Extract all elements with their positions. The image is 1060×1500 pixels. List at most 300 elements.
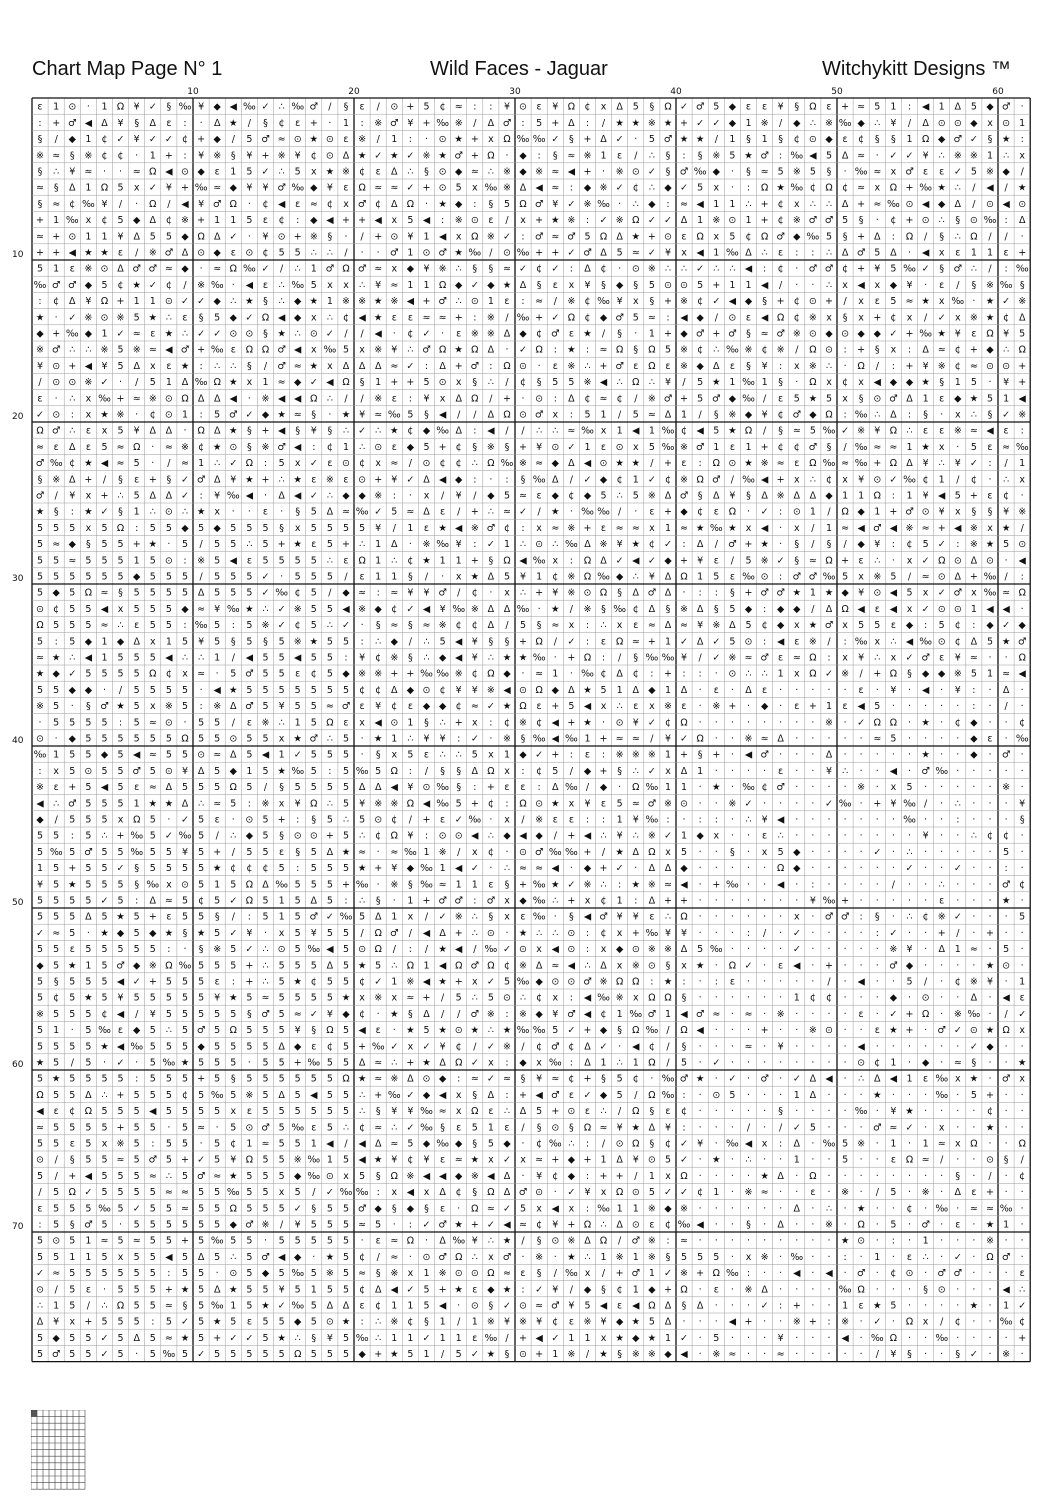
svg-text:◀: ◀ [165, 167, 173, 178]
svg-text:※: ※ [825, 1220, 833, 1231]
svg-text:5: 5 [182, 750, 188, 761]
svg-text:x: x [601, 426, 607, 437]
svg-text:·: · [731, 1203, 734, 1214]
svg-text:≈: ≈ [358, 1220, 366, 1231]
svg-text:5: 5 [214, 766, 220, 777]
svg-text:∴: ∴ [1019, 1284, 1025, 1295]
svg-text:·: · [956, 831, 959, 842]
svg-text:¥: ¥ [633, 815, 639, 826]
svg-text:◀: ◀ [326, 1139, 334, 1150]
svg-text:ɛ: ɛ [343, 134, 348, 145]
svg-text:5: 5 [311, 620, 317, 631]
svg-text:·: · [715, 912, 718, 923]
svg-text:∴: ∴ [955, 798, 961, 809]
svg-text:≈: ≈ [680, 199, 688, 210]
svg-text:Ω: Ω [149, 199, 156, 210]
svg-text:+: + [439, 442, 447, 453]
svg-text:ɛ: ɛ [134, 782, 139, 793]
svg-text:·: · [956, 766, 959, 777]
svg-text:+: + [567, 717, 575, 728]
svg-text:Ω: Ω [85, 588, 92, 599]
svg-text:/: / [55, 134, 59, 145]
svg-text:★: ★ [310, 296, 319, 307]
svg-text::: : [908, 102, 911, 113]
svg-text:·: · [811, 1058, 814, 1069]
svg-text:5: 5 [681, 1058, 687, 1069]
svg-text:§: § [859, 215, 864, 226]
svg-text:¥: ¥ [955, 685, 961, 696]
svg-text:x: x [569, 798, 575, 809]
svg-text:★: ★ [615, 847, 624, 858]
svg-text:◀: ◀ [857, 977, 865, 988]
svg-text:5: 5 [101, 879, 107, 890]
svg-text:★: ★ [342, 847, 351, 858]
svg-text:♂: ♂ [1002, 1074, 1011, 1085]
svg-text:¥: ¥ [198, 102, 204, 113]
svg-text:/: / [183, 280, 187, 291]
svg-text:·: · [747, 1090, 750, 1101]
svg-text:ɛ: ɛ [520, 782, 525, 793]
svg-text:≈: ≈ [632, 798, 640, 809]
svg-text:¥: ¥ [375, 280, 381, 291]
svg-text:ɛ: ɛ [762, 685, 767, 696]
svg-text:x: x [794, 361, 800, 372]
svg-text:/: / [634, 393, 638, 404]
svg-text:◆: ◆ [568, 1155, 576, 1166]
svg-text:⊙: ⊙ [36, 734, 44, 745]
svg-text:·: · [876, 1220, 879, 1231]
svg-text:5: 5 [246, 1268, 252, 1279]
svg-text:※: ※ [632, 750, 640, 761]
svg-text:ɛ: ɛ [456, 1122, 461, 1133]
svg-text:※: ※ [664, 701, 672, 712]
svg-text:✓: ✓ [117, 863, 125, 874]
svg-text:◆: ◆ [423, 1139, 431, 1150]
svg-text:ɛ: ɛ [987, 491, 992, 502]
svg-text:◀: ◀ [696, 248, 704, 259]
svg-text:+: + [535, 248, 543, 259]
svg-text:§: § [231, 150, 236, 161]
svg-text:ɛ: ɛ [263, 215, 268, 226]
svg-text:¥: ¥ [762, 410, 768, 421]
svg-text:※: ※ [471, 329, 479, 340]
svg-text:✓: ✓ [487, 977, 495, 988]
svg-text:∴: ∴ [262, 960, 268, 971]
svg-text:◀: ◀ [584, 993, 592, 1004]
svg-text:ɛ: ɛ [987, 442, 992, 453]
svg-text:¢: ¢ [762, 345, 768, 356]
svg-text:♂: ♂ [390, 248, 399, 259]
svg-text:≈: ≈ [535, 458, 543, 469]
svg-text:‰: ‰ [227, 1187, 240, 1198]
svg-text:5: 5 [246, 685, 252, 696]
svg-text:1: 1 [794, 993, 800, 1004]
svg-text:≈: ≈ [600, 1122, 608, 1133]
svg-text:◀: ◀ [552, 944, 560, 955]
svg-text:·: · [860, 1155, 863, 1166]
svg-text:◀: ◀ [857, 604, 865, 615]
svg-text:⊙: ⊙ [632, 944, 640, 955]
svg-text:◆: ◆ [197, 167, 205, 178]
svg-text:‰: ‰ [372, 1041, 385, 1052]
svg-text:ɛ: ɛ [955, 1220, 960, 1231]
svg-text:·: · [779, 685, 782, 696]
svg-text:+: + [777, 296, 785, 307]
svg-text:x: x [536, 1058, 542, 1069]
svg-text:≈: ≈ [36, 442, 44, 453]
svg-text::: : [473, 199, 476, 210]
svg-text:+: + [680, 896, 688, 907]
svg-text:‰: ‰ [50, 458, 63, 469]
svg-text::: : [956, 815, 959, 826]
svg-text:♂: ♂ [358, 264, 367, 275]
svg-text:≈: ≈ [149, 1171, 157, 1182]
svg-text:ɛ: ɛ [86, 426, 91, 437]
svg-text:✓: ✓ [374, 977, 382, 988]
svg-text:·: · [844, 928, 847, 939]
svg-text:⊙: ⊙ [326, 134, 334, 145]
svg-text:ɛ: ɛ [1020, 1268, 1025, 1279]
svg-text:※: ※ [84, 377, 92, 388]
svg-text:·: · [779, 539, 782, 550]
svg-text:Δ: Δ [697, 1301, 704, 1312]
svg-text:Ω: Ω [149, 167, 156, 178]
svg-text:★: ★ [358, 1074, 367, 1085]
svg-text:·: · [763, 1333, 766, 1344]
svg-text:♂: ♂ [52, 1349, 61, 1360]
svg-text:✓: ✓ [567, 1187, 575, 1198]
svg-text:⊙: ⊙ [632, 1220, 640, 1231]
svg-text:⊙: ⊙ [439, 183, 447, 194]
svg-text::: : [779, 150, 782, 161]
svg-text:◆: ◆ [616, 1317, 624, 1328]
svg-text:◆: ◆ [648, 685, 656, 696]
svg-text:·: · [489, 863, 492, 874]
svg-text:x: x [456, 572, 462, 583]
svg-text::: : [586, 1203, 589, 1214]
svg-text:※: ※ [745, 734, 753, 745]
svg-text:◀: ◀ [938, 491, 946, 502]
svg-text:1: 1 [729, 199, 735, 210]
svg-text:◀: ◀ [101, 782, 109, 793]
svg-text:5: 5 [134, 1187, 140, 1198]
svg-text:¢: ¢ [53, 993, 59, 1004]
svg-text:≈: ≈ [535, 1301, 543, 1312]
svg-text:∴: ∴ [214, 361, 220, 372]
svg-text:Ω: Ω [616, 977, 623, 988]
page-title: Chart Map Page N° 1 [32, 58, 222, 81]
svg-text:·: · [747, 977, 750, 988]
svg-text:5: 5 [343, 1220, 349, 1231]
svg-text:5: 5 [327, 928, 333, 939]
svg-text::: : [682, 1090, 685, 1101]
svg-text:⊙: ⊙ [101, 264, 109, 275]
svg-text:✓: ✓ [358, 426, 366, 437]
svg-text:/: / [377, 134, 381, 145]
svg-text:1: 1 [874, 507, 880, 518]
svg-text:※: ※ [712, 215, 720, 226]
svg-text:/: / [360, 393, 364, 404]
svg-text:※: ※ [857, 426, 865, 437]
svg-text:¢: ¢ [649, 1041, 655, 1052]
svg-text:·: · [844, 750, 847, 761]
svg-text:◀: ◀ [439, 1171, 447, 1182]
svg-text:5: 5 [311, 717, 317, 728]
svg-text:ɛ: ɛ [730, 977, 735, 988]
svg-text:5: 5 [69, 1333, 75, 1344]
svg-text:5: 5 [166, 685, 172, 696]
svg-text:·: · [860, 993, 863, 1004]
svg-text:·: · [860, 879, 863, 890]
svg-text:·: · [892, 863, 895, 874]
svg-text:1: 1 [53, 750, 59, 761]
svg-text:¢: ¢ [955, 977, 961, 988]
svg-text:5: 5 [150, 377, 156, 388]
svg-text:¢: ¢ [407, 426, 413, 437]
svg-text:♂: ♂ [696, 1009, 705, 1020]
svg-text:1: 1 [923, 1236, 929, 1247]
svg-text:5: 5 [504, 572, 510, 583]
svg-text:※: ※ [841, 1317, 849, 1328]
svg-text:≈: ≈ [374, 1122, 382, 1133]
svg-text:+: + [406, 102, 414, 113]
svg-text:Δ: Δ [439, 361, 446, 372]
svg-text:‰: ‰ [452, 1236, 465, 1247]
svg-text:5: 5 [584, 410, 590, 421]
svg-text:5: 5 [101, 1106, 107, 1117]
svg-text:★: ★ [503, 653, 512, 664]
svg-text:※: ※ [777, 1009, 785, 1020]
svg-text:·: · [940, 750, 943, 761]
svg-text:¢: ¢ [295, 588, 301, 599]
svg-text:¢: ¢ [391, 701, 397, 712]
svg-text:∴: ∴ [874, 555, 880, 566]
svg-text:≈: ≈ [922, 523, 930, 534]
svg-text:⊙: ⊙ [229, 734, 237, 745]
svg-text:◆: ◆ [133, 1025, 141, 1036]
svg-text:+: + [487, 782, 495, 793]
svg-text:1: 1 [906, 491, 912, 502]
svg-text:§: § [376, 896, 381, 907]
svg-text:Δ: Δ [568, 458, 575, 469]
svg-text:¢: ¢ [391, 604, 397, 615]
svg-text:x: x [359, 345, 365, 356]
svg-text:1: 1 [665, 1009, 671, 1020]
svg-text:‰: ‰ [726, 345, 739, 356]
svg-text:∴: ∴ [359, 896, 365, 907]
svg-text:⊙: ⊙ [664, 231, 672, 242]
svg-text:¢: ¢ [955, 717, 961, 728]
svg-text:·: · [1005, 1041, 1008, 1052]
svg-text:·: · [988, 798, 991, 809]
svg-text:※: ※ [1002, 1349, 1010, 1360]
svg-text:ɛ: ɛ [247, 1317, 252, 1328]
svg-text:§: § [279, 831, 284, 842]
svg-text:/: / [554, 831, 558, 842]
svg-text:♂: ♂ [245, 669, 254, 680]
svg-text:¥: ¥ [295, 1220, 301, 1231]
svg-text:x: x [987, 118, 993, 129]
svg-text:·: · [505, 150, 508, 161]
svg-text:1: 1 [745, 280, 751, 291]
svg-text:+: + [471, 555, 479, 566]
svg-text:⊙: ⊙ [374, 815, 382, 826]
svg-text:§: § [698, 491, 703, 502]
svg-text:ɛ: ɛ [360, 572, 365, 583]
svg-text:✓: ✓ [954, 863, 962, 874]
svg-text:‰: ‰ [98, 1025, 111, 1036]
svg-text:§: § [360, 377, 365, 388]
svg-text:¥: ¥ [665, 248, 671, 259]
svg-text:5: 5 [262, 734, 268, 745]
svg-text:≈: ≈ [390, 183, 398, 194]
svg-text:·: · [682, 815, 685, 826]
svg-text:※: ※ [439, 620, 447, 631]
svg-text:5: 5 [617, 798, 623, 809]
svg-text:◆: ◆ [294, 1252, 302, 1263]
svg-text:5: 5 [407, 1349, 413, 1360]
svg-text:·: · [521, 1171, 524, 1182]
svg-text:/: / [521, 815, 525, 826]
svg-text:§: § [183, 1301, 188, 1312]
svg-text:∴: ∴ [488, 1025, 494, 1036]
svg-text:≈: ≈ [632, 248, 640, 259]
svg-text:≈: ≈ [841, 458, 849, 469]
svg-text:Δ: Δ [745, 685, 752, 696]
svg-text:§: § [521, 734, 526, 745]
svg-text:◀: ◀ [535, 1333, 543, 1344]
svg-text:1: 1 [600, 1252, 606, 1263]
svg-text:‰: ‰ [807, 231, 820, 242]
svg-text:·: · [988, 944, 991, 955]
svg-text:·: · [988, 750, 991, 761]
svg-text:§: § [762, 296, 767, 307]
svg-text:·: · [956, 701, 959, 712]
svg-text:◀: ◀ [793, 960, 801, 971]
svg-text:·: · [811, 1155, 814, 1166]
svg-text:Ω: Ω [165, 960, 172, 971]
svg-text:5: 5 [85, 1349, 91, 1360]
svg-text:✓: ✓ [664, 1187, 672, 1198]
svg-text:‰: ‰ [195, 377, 208, 388]
svg-text:★: ★ [857, 1203, 866, 1214]
svg-text:1: 1 [230, 1301, 236, 1312]
svg-text:Ω: Ω [342, 1074, 349, 1085]
svg-text:·: · [795, 1041, 798, 1052]
svg-text:‰: ‰ [935, 766, 948, 777]
svg-text:5: 5 [327, 750, 333, 761]
svg-text:◀: ◀ [246, 491, 254, 502]
svg-text:/: / [521, 426, 525, 437]
svg-text:ɛ: ɛ [939, 167, 944, 178]
svg-text:Ω: Ω [471, 393, 478, 404]
svg-text:+: + [889, 507, 897, 518]
svg-text:/: / [135, 377, 139, 388]
svg-text:+: + [664, 329, 672, 340]
svg-text:¢: ¢ [407, 555, 413, 566]
svg-text:/: / [618, 410, 622, 421]
svg-text:¥: ¥ [117, 118, 123, 129]
svg-text:⊙: ⊙ [503, 248, 511, 259]
svg-text:¢: ¢ [536, 329, 542, 340]
svg-text:·: · [747, 863, 750, 874]
svg-text:5: 5 [295, 685, 301, 696]
svg-text:⊙: ⊙ [567, 977, 575, 988]
svg-text:¢: ¢ [681, 1106, 687, 1117]
svg-text:/: / [602, 118, 606, 129]
svg-text:★: ★ [1002, 134, 1011, 145]
svg-text:1: 1 [375, 572, 381, 583]
svg-text:·: · [844, 1220, 847, 1231]
svg-text:5: 5 [311, 604, 317, 615]
svg-text:⊙: ⊙ [728, 215, 736, 226]
svg-text:◆: ◆ [230, 766, 238, 777]
svg-text:∴: ∴ [939, 458, 945, 469]
svg-text:·: · [489, 734, 492, 745]
svg-text:·: · [972, 1284, 975, 1295]
svg-text:◀: ◀ [36, 1106, 44, 1117]
svg-text:/: / [103, 474, 107, 485]
svg-text:⊙: ⊙ [567, 944, 575, 955]
svg-text:◆: ◆ [519, 896, 527, 907]
svg-text:·: · [827, 1301, 830, 1312]
svg-text:·: · [988, 1074, 991, 1085]
svg-text::: : [666, 312, 669, 323]
svg-text:x: x [456, 1090, 462, 1101]
svg-text:+: + [761, 199, 769, 210]
svg-text:¥: ¥ [198, 199, 204, 210]
svg-text:✓: ✓ [889, 150, 897, 161]
svg-text:1: 1 [440, 1317, 446, 1328]
svg-text:§: § [569, 134, 574, 145]
svg-text:⊙: ⊙ [165, 766, 173, 777]
svg-text:5: 5 [488, 1139, 494, 1150]
svg-text:≈: ≈ [374, 183, 382, 194]
svg-text:★: ★ [197, 928, 206, 939]
svg-text:·: · [972, 1122, 975, 1133]
svg-text:·: · [827, 1171, 830, 1182]
svg-text:♂: ♂ [84, 1220, 93, 1231]
svg-text:♂: ♂ [181, 345, 190, 356]
svg-text:·: · [248, 1058, 251, 1069]
svg-text:x: x [391, 750, 397, 761]
svg-text:♂: ♂ [438, 1252, 447, 1263]
svg-text:¥: ¥ [423, 588, 429, 599]
svg-text:·: · [924, 1025, 927, 1036]
svg-text:5: 5 [295, 1074, 301, 1085]
svg-text:★: ★ [293, 734, 302, 745]
svg-text:5: 5 [198, 993, 204, 1004]
svg-text:Ω: Ω [890, 1333, 897, 1344]
svg-text:※: ※ [664, 798, 672, 809]
svg-text:✓: ✓ [229, 231, 237, 242]
svg-text:/: / [1004, 183, 1008, 194]
svg-text:¥: ¥ [987, 977, 993, 988]
svg-text:¢: ¢ [230, 1139, 236, 1150]
svg-text:·: · [779, 1074, 782, 1085]
svg-text:1: 1 [923, 1139, 929, 1150]
svg-text:5: 5 [665, 1155, 671, 1166]
svg-text:¥: ¥ [1003, 507, 1009, 518]
svg-text:ɛ: ɛ [859, 1301, 864, 1312]
svg-text:★: ★ [615, 1333, 624, 1344]
svg-text:·: · [731, 717, 734, 728]
svg-text:5: 5 [311, 863, 317, 874]
svg-text:◀: ◀ [680, 1349, 688, 1360]
svg-text::: : [892, 231, 895, 242]
svg-text:Δ: Δ [150, 426, 157, 437]
svg-text:·: · [908, 896, 911, 907]
